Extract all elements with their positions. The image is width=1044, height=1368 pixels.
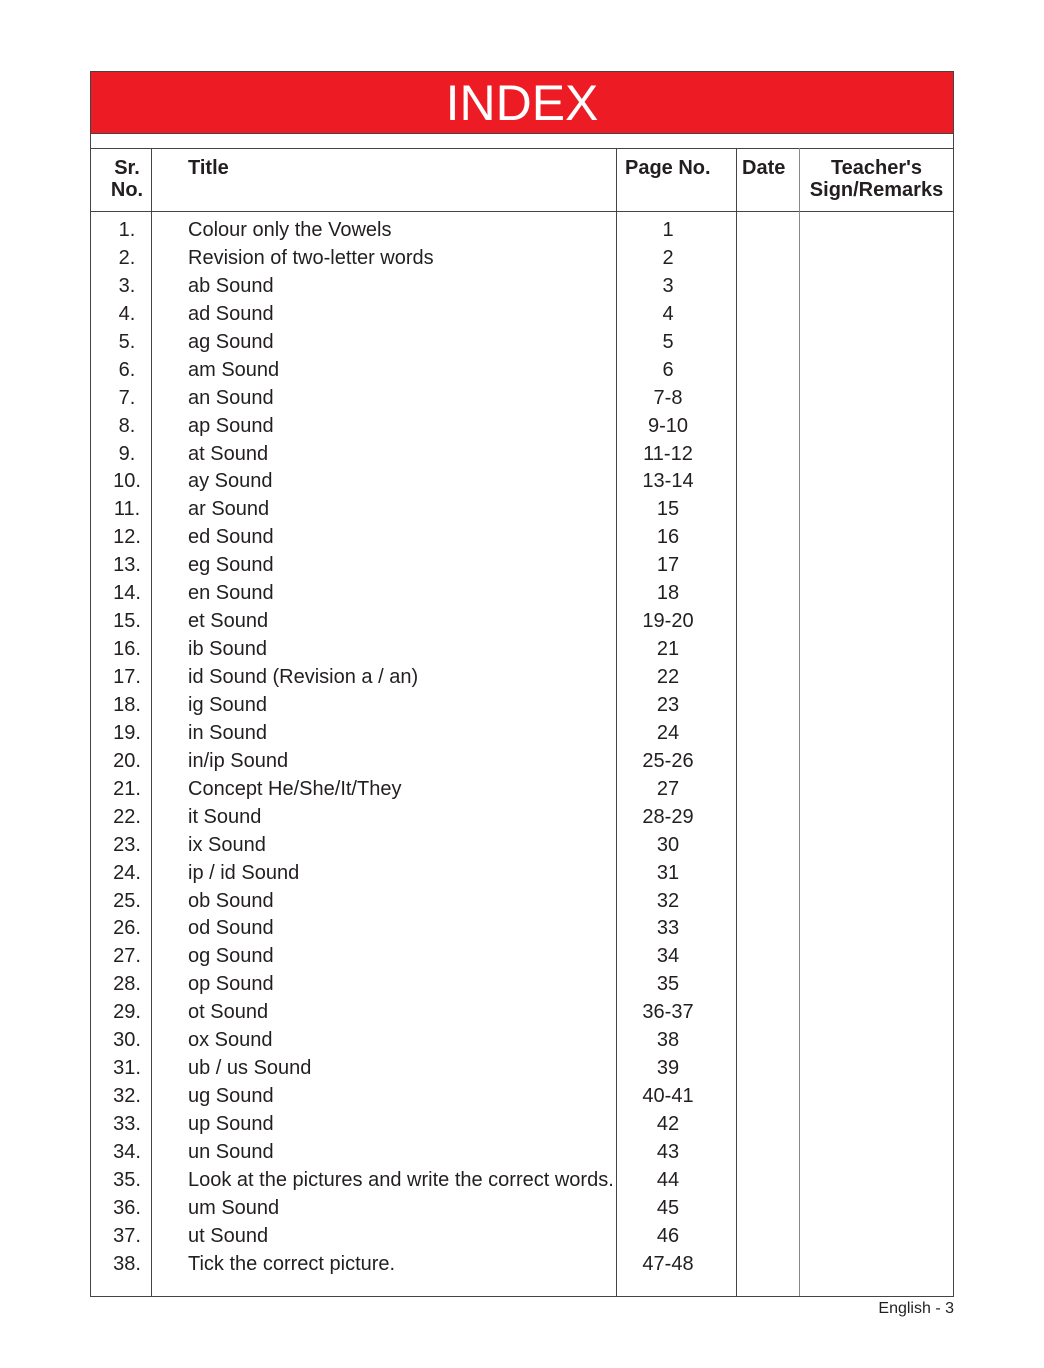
sr-no-cell: 8. [118, 414, 136, 437]
table-row [91, 301, 953, 329]
sr-no-cell: 37. [113, 1224, 141, 1247]
table-row [91, 1167, 953, 1195]
title-cell: an Sound [188, 386, 274, 409]
title-cell: ut Sound [188, 1224, 269, 1247]
title-cell: ub / us Sound [188, 1057, 312, 1080]
page-no-cell: 11-12 [643, 442, 693, 465]
sr-no-cell: 11. [113, 498, 141, 521]
table-row [91, 915, 953, 943]
table-row [91, 413, 953, 441]
title-cell: od Sound [188, 917, 274, 940]
table-row [91, 1139, 953, 1167]
index-table [90, 71, 954, 1297]
page-no-cell: 45 [656, 1196, 680, 1219]
table-row [91, 692, 953, 720]
sr-no-cell: 19. [113, 721, 141, 744]
sr-no-cell: 3. [118, 274, 136, 297]
title-cell: ig Sound [188, 693, 267, 716]
sr-no-cell: 21. [113, 777, 141, 800]
page-no-cell: 33 [656, 917, 680, 940]
sr-no-cell: 35. [113, 1168, 141, 1191]
page-no-cell: 18 [656, 582, 680, 605]
sr-no-cell: 24. [113, 861, 141, 884]
sr-no-cell: 36. [113, 1196, 141, 1219]
page-no-cell: 9-10 [647, 414, 689, 437]
title-cell: Colour only the Vowels [188, 219, 392, 241]
table-row [91, 524, 953, 552]
header-remarks [800, 157, 953, 201]
sr-no-cell: 13. [113, 554, 141, 577]
table-row [91, 1083, 953, 1111]
index-title: INDEX [91, 72, 953, 134]
table-row [91, 832, 953, 860]
title-cell: Tick the correct picture. [188, 1252, 396, 1275]
table-row [91, 552, 953, 580]
title-cell: en Sound [188, 582, 274, 605]
title-cell: am Sound [188, 358, 280, 381]
sr-no-cell: 18. [113, 693, 141, 716]
sr-no-cell: 20. [113, 749, 141, 772]
page-no-cell: 24 [656, 721, 680, 744]
sr-no-cell: 26. [113, 917, 141, 940]
table-row [91, 748, 953, 776]
page-no-cell: 19-20 [642, 610, 694, 633]
table-row [91, 776, 953, 804]
sr-no-cell: 1. [118, 219, 136, 241]
sr-no-cell: 34. [113, 1140, 141, 1163]
title-cell: un Sound [188, 1140, 274, 1163]
page-no-cell: 1 [662, 219, 674, 241]
title-cell: ed Sound [188, 526, 274, 549]
title-cell: ay Sound [188, 470, 273, 493]
header-sr-line2: No. [110, 179, 144, 201]
sr-no-cell: 6. [118, 358, 136, 381]
table-row [91, 580, 953, 608]
page-no-cell: 31 [656, 861, 680, 884]
sr-no-cell: 2. [118, 246, 136, 269]
table-row [91, 245, 953, 273]
header-remarks-line1: Teacher's [830, 157, 923, 179]
page-no-cell: 42 [656, 1113, 680, 1135]
sr-no-cell: 9. [118, 442, 136, 465]
sr-no-cell: 25. [113, 889, 141, 912]
page-no-cell: 15 [656, 498, 680, 521]
page-footer: English - 3 [878, 1300, 954, 1317]
table-row [91, 999, 953, 1027]
title-cell: up Sound [188, 1113, 274, 1135]
table-row [91, 720, 953, 748]
header-remarks-line2: Sign/Remarks [809, 179, 944, 201]
title-cell: ap Sound [188, 414, 274, 437]
page-no-cell: 25-26 [642, 749, 694, 772]
page-no-cell: 6 [662, 358, 674, 381]
sr-no-cell: 4. [118, 302, 136, 325]
sr-no-cell: 28. [113, 973, 141, 996]
title-cell: ar Sound [188, 498, 270, 521]
table-row [91, 1055, 953, 1083]
page-no-cell: 46 [656, 1224, 680, 1247]
page-no-cell: 44 [656, 1168, 680, 1191]
page-no-cell: 32 [656, 889, 680, 912]
header-sr-no [91, 157, 163, 201]
title-cell: Concept He/She/It/They [188, 777, 402, 800]
table-row [91, 385, 953, 413]
title-cell: it Sound [188, 805, 262, 828]
sr-no-cell: 15. [113, 610, 141, 633]
sr-no-cell: 32. [113, 1085, 141, 1108]
sr-no-cell: 10. [113, 470, 141, 493]
page-no-cell: 23 [656, 693, 680, 716]
table-row [91, 636, 953, 664]
title-cell: ob Sound [188, 889, 274, 912]
title-cell: et Sound [188, 610, 269, 633]
table-row [91, 496, 953, 524]
sr-no-cell: 22. [113, 805, 141, 828]
title-cell: ix Sound [188, 833, 266, 856]
page-no-cell: 3 [662, 274, 674, 297]
table-row [91, 468, 953, 496]
page-no-cell: 16 [656, 526, 680, 549]
title-cell: ad Sound [188, 302, 274, 325]
sr-no-cell: 31. [113, 1057, 141, 1080]
page-no-cell: 13-14 [642, 470, 694, 493]
page-no-cell: 40-41 [642, 1085, 694, 1108]
page-no-cell: 38 [656, 1029, 680, 1052]
page-no-cell: 22 [656, 666, 680, 688]
page-no-cell: 30 [656, 833, 680, 856]
page-no-cell: 39 [656, 1057, 680, 1080]
title-cell: ox Sound [188, 1029, 273, 1052]
title-cell: ag Sound [188, 330, 274, 353]
page-no-cell: 47-48 [642, 1252, 694, 1275]
title-cell: op Sound [188, 973, 274, 996]
sr-no-cell: 33. [113, 1113, 141, 1135]
sr-no-cell: 16. [113, 638, 141, 661]
table-row [91, 1251, 953, 1279]
table-row [91, 1195, 953, 1223]
page-no-cell: 5 [662, 330, 674, 353]
page-no-cell: 2 [662, 246, 674, 269]
page-no-cell: 35 [656, 973, 680, 996]
title-cell: at Sound [188, 442, 269, 465]
sr-no-cell: 17. [113, 666, 141, 688]
table-row [91, 860, 953, 888]
sr-no-cell: 27. [113, 945, 141, 968]
sr-no-cell: 23. [113, 833, 141, 856]
table-row [91, 1027, 953, 1055]
table-row [91, 971, 953, 999]
title-cell: Revision of two-letter words [188, 246, 434, 269]
page-no-cell: 7-8 [653, 386, 683, 409]
page-no-cell: 36-37 [642, 1001, 694, 1024]
header-title: Title [188, 157, 229, 179]
title-cell: eg Sound [188, 554, 274, 577]
table-row [91, 1223, 953, 1251]
title-cell: ab Sound [188, 274, 274, 297]
table-row [91, 804, 953, 832]
table-body [91, 217, 953, 1279]
title-cell: in Sound [188, 721, 267, 744]
title-cell: og Sound [188, 945, 274, 968]
sr-no-cell: 29. [113, 1001, 141, 1024]
page-no-cell: 21 [656, 638, 680, 661]
table-row [91, 217, 953, 245]
sr-no-cell: 38. [113, 1252, 141, 1275]
title-cell: ot Sound [188, 1001, 269, 1024]
table-row [91, 329, 953, 357]
title-cell: id Sound (Revision a / an) [188, 666, 419, 688]
title-cell: ug Sound [188, 1085, 274, 1108]
title-cell: Look at the pictures and write the correct words. [188, 1168, 614, 1191]
page-no-cell: 27 [656, 777, 680, 800]
table-row [91, 357, 953, 385]
sr-no-cell: 5. [118, 330, 136, 353]
table-row [91, 664, 953, 692]
header-date: Date [742, 157, 786, 179]
sr-no-cell: 7. [118, 386, 136, 409]
table-row [91, 608, 953, 636]
title-cell: ip / id Sound [188, 861, 300, 884]
page-no-cell: 43 [656, 1140, 680, 1163]
title-cell: um Sound [188, 1196, 280, 1219]
sr-no-cell: 30. [113, 1029, 141, 1052]
table-row [91, 1111, 953, 1139]
title-cell: in/ip Sound [188, 749, 289, 772]
sr-no-cell: 14. [113, 582, 141, 605]
header-sr-line1: Sr. [114, 157, 140, 179]
sr-no-cell: 12. [113, 526, 141, 549]
page-no-cell: 34 [656, 945, 680, 968]
table-header [91, 148, 953, 212]
page-no-cell: 4 [662, 302, 674, 325]
page-no-cell: 17 [656, 554, 680, 577]
table-row [91, 888, 953, 916]
title-cell: ib Sound [188, 638, 267, 661]
table-row [91, 943, 953, 971]
header-page-no: Page No. [625, 157, 711, 179]
page-no-cell: 28-29 [642, 805, 694, 828]
table-row [91, 273, 953, 301]
table-row [91, 441, 953, 469]
